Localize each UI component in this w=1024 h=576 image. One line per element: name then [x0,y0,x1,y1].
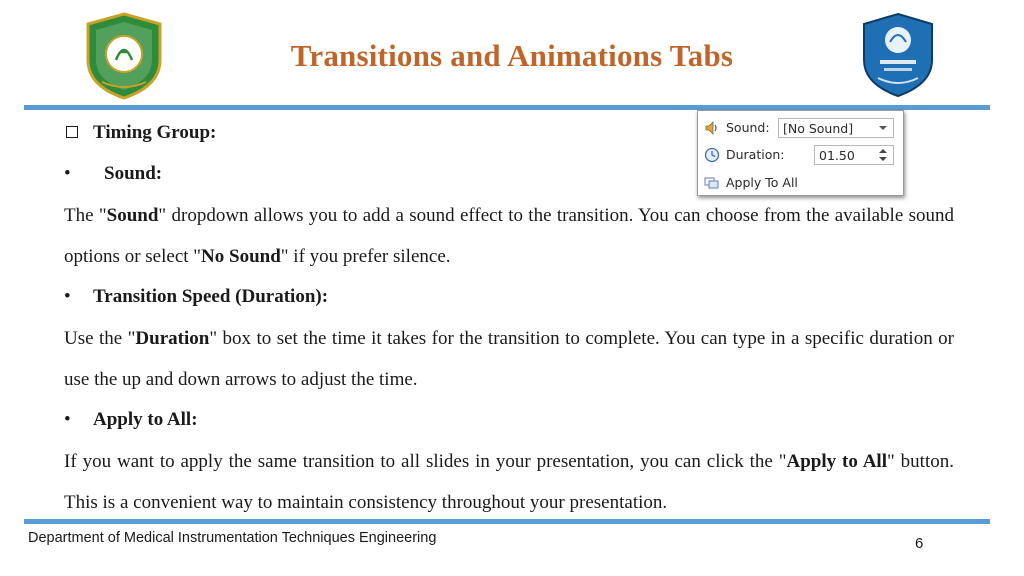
apply-to-all-icon [704,175,720,191]
footer-divider [24,519,990,524]
duration-label: Duration: [726,147,785,162]
sound-label: Sound: [726,120,770,135]
apply-to-all-button[interactable] [698,171,903,195]
spin-down-arrow-icon[interactable] [879,157,887,161]
duration-heading: Transition Speed (Duration): [93,286,329,307]
sound-row [698,116,903,140]
sound-dropdown-value: [No Sound] [783,121,854,136]
page-number: 6 [915,535,924,552]
checkbox-bullet-icon [66,126,78,138]
slide-title: Transitions and Animations Tabs [290,38,734,73]
duration-row [698,143,903,167]
duration-value: 01.50 [819,148,855,163]
department-name: Department of Medical Instrumentation Techniques Engineering [28,530,437,546]
sound-paragraph: The "Sound" dropdown allows you to add a sound effect to the transition. You can choose from the available sound options or select "No Sound" if you prefer silence. [64,205,954,267]
bullet: • [64,409,71,430]
sound-heading: Sound: [104,163,163,184]
timing-panel [697,110,904,196]
chevron-down-icon[interactable] [879,126,887,130]
spin-up-arrow-icon[interactable] [879,149,887,153]
apply-to-all-label: Apply To All [726,175,798,190]
duration-paragraph: Use the "Duration" box to set the time it takes for the transition to complete. You can type in a specific duration or use the up and down arrows to adjust the time. [64,328,954,390]
timing-group-heading: Timing Group: [93,122,217,143]
clock-icon [704,147,720,163]
sound-icon [704,120,720,136]
sound-dropdown[interactable] [778,118,894,138]
bullet: • [64,163,71,184]
apply-paragraph: If you want to apply the same transition to all slides in your presentation, you can click the "Apply to All" button. This is a convenient way to maintain consistency throughout your presentation. [64,451,954,513]
duration-spinner[interactable] [814,145,894,165]
apply-heading: Apply to All: [93,409,198,430]
bullet: • [64,286,71,307]
